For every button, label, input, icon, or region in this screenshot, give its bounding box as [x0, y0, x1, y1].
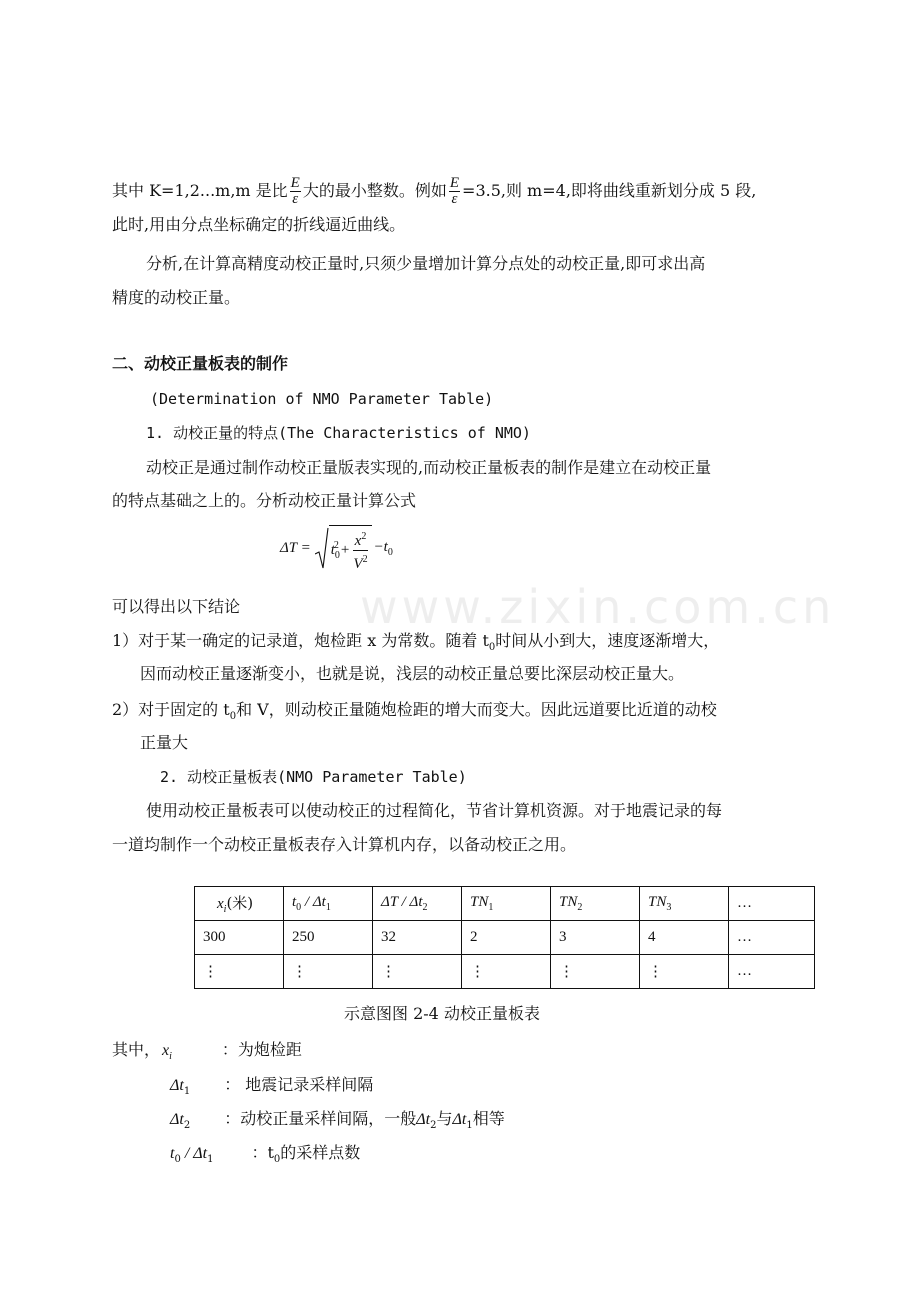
def-text: ：动校正量采样间隔，一般: [224, 1109, 417, 1128]
sym: x: [162, 1042, 170, 1059]
sub: 0: [174, 1154, 181, 1166]
text: 和 V，则动校正量随炮检距的增大而变大。因此远道要比近道的动校: [236, 700, 717, 719]
v-symbol: V: [353, 556, 363, 572]
text: 2）对于固定的 t: [112, 700, 230, 719]
table-cell: 32: [373, 921, 462, 955]
sub2: 2: [422, 902, 428, 913]
sub: 1: [466, 1120, 473, 1132]
table-cell: 2: [462, 921, 551, 955]
table-cell: 300: [195, 921, 284, 955]
header-cell-dt-dt2: [373, 887, 462, 921]
definition-3: [170, 1108, 505, 1137]
table-cell: ⋮: [284, 955, 373, 989]
frac-den: ε: [451, 191, 458, 207]
slash: / Δt: [180, 1145, 208, 1162]
sub: 0: [296, 902, 302, 913]
nmo-parameter-table: [194, 886, 815, 989]
sym: t: [170, 1145, 175, 1162]
text: 其中 K=1,2...m,m 是比: [112, 181, 288, 200]
minus-t0-sub: 0: [387, 546, 393, 558]
section-title: 二、动校正量板表的制作: [112, 354, 289, 373]
watermark: www.zixin.com.cn: [360, 580, 836, 634]
fraction-e-epsilon: [290, 176, 301, 207]
frac-den: [353, 551, 367, 573]
table-cell: ⋮: [551, 955, 640, 989]
text: 时间从小到大，速度逐渐增大，: [495, 631, 720, 650]
t0-sup: 2: [333, 540, 339, 551]
nmo-formula: [280, 524, 393, 572]
fraction-e-epsilon-2: [449, 176, 460, 207]
sym: Δt: [416, 1111, 431, 1128]
table-cell: ⋮: [195, 955, 284, 989]
conclusion-1-line-2: 因而动校正量逐渐变小，也就是说，浅层的动校正量总要比深层动校正量大。: [140, 664, 685, 683]
sub: 3: [666, 902, 672, 913]
x2-over-v2: [353, 528, 367, 573]
suffix: / Δt: [301, 894, 326, 910]
header-cell-tn2: [551, 887, 640, 921]
item-1-title: 1. 动校正量的特点(The Characteristics of NMO): [146, 424, 531, 442]
sym: x: [217, 896, 224, 912]
sub: 2: [183, 1120, 191, 1132]
header-cell-tn3: [640, 887, 729, 921]
conclusion-1-line-1: [112, 630, 719, 659]
sym: Δt: [170, 1077, 184, 1094]
def-text: ： 地震记录采样间隔: [224, 1075, 374, 1094]
frac-num: [353, 528, 367, 551]
sub: i: [223, 904, 227, 915]
sym: TN: [648, 894, 667, 910]
t0-symbol: t: [330, 542, 335, 558]
sym: Δt: [170, 1111, 184, 1128]
table-cell: 3: [551, 921, 640, 955]
plus: +: [340, 542, 350, 558]
sub: 1: [488, 902, 494, 913]
sub: 0: [273, 1154, 281, 1166]
table-cell: ⋮: [640, 955, 729, 989]
sqrt-radical-icon: [315, 526, 329, 570]
x-symbol: x: [354, 533, 362, 549]
conclusion-intro: 可以得出以下结论: [112, 597, 241, 616]
sym: Δt: [452, 1111, 467, 1128]
paragraph-2-line-1: 分析,在计算高精度动校正量时,只须少量增加计算分点处的动校正量,即可求出高: [146, 254, 706, 273]
text: =3.5,则 m=4,即将曲线重新划分成 5 段,: [462, 181, 757, 200]
text: 大的最小整数。例如: [302, 181, 447, 200]
conclusion-2-line-1: [112, 699, 717, 728]
table-caption: 示意图图 2-4 动校正量板表: [344, 1004, 540, 1023]
minus-t0: [374, 539, 393, 558]
header-cell-tn1: [462, 887, 551, 921]
formula-lhs: ΔT =: [280, 539, 311, 556]
sub2: 1: [325, 902, 331, 913]
sub: 2: [430, 1120, 437, 1132]
table-cell: ⋮: [462, 955, 551, 989]
text: 1）对于某一确定的记录道，炮检距 x 为常数。随着 t: [112, 631, 489, 650]
paragraph-4-line-2: 一道均制作一个动校正量板表存入计算机内存，以备动校正之用。: [112, 835, 577, 854]
table-cell: 4: [640, 921, 729, 955]
radicand: [329, 525, 372, 573]
suffix: / Δt: [397, 894, 423, 910]
table-row: [195, 921, 815, 955]
sub: 2: [577, 902, 583, 913]
paragraph-1-line-2: 此时,用由分点坐标确定的折线逼近曲线。: [112, 215, 406, 234]
frac-den: ε: [292, 191, 299, 207]
table-cell: …: [729, 921, 815, 955]
header-cell-t0-dt1: [284, 887, 373, 921]
frac-num: E: [290, 175, 300, 191]
paragraph-1-line-1: [112, 176, 756, 207]
paragraph-3-line-1: 动校正是通过制作动校正量版表实现的,而动校正量板表的制作是建立在动校正量: [146, 458, 712, 477]
suffix: (米): [226, 894, 254, 912]
t0-sub: 0: [334, 550, 340, 561]
item-2-title: 2. 动校正量板表(NMO Parameter Table): [160, 768, 467, 786]
sub: i: [169, 1051, 172, 1063]
sym: TN: [559, 894, 578, 910]
sub2: 1: [207, 1154, 214, 1166]
table-header-row: [195, 887, 815, 921]
x-sup: 2: [361, 531, 367, 542]
paragraph-3-line-2: 的特点基础之上的。分析动校正量计算公式: [112, 491, 417, 510]
paragraph-2-line-2: 精度的动校正量。: [112, 288, 241, 307]
definition-4: [170, 1142, 360, 1171]
paragraph-4-line-1: 使用动校正量板表可以使动校正的过程简化，节省计算机资源。对于地震记录的每: [146, 801, 723, 820]
definition-1: [112, 1039, 302, 1068]
def-text: ：t: [251, 1143, 274, 1162]
sub: 0: [229, 711, 237, 723]
sym: ΔT: [381, 894, 398, 910]
table-cell: …: [729, 955, 815, 989]
def-text: 的采样点数: [280, 1143, 361, 1162]
where-label: 其中，: [112, 1040, 161, 1059]
conclusion-2-line-2: 正量大: [140, 733, 189, 752]
header-cell-ellipsis: …: [729, 887, 815, 921]
v-sup: 2: [362, 554, 368, 565]
sym: t: [292, 894, 297, 910]
def-text: 相等: [472, 1109, 505, 1128]
header-cell-xi: [195, 887, 284, 921]
sub: 0: [488, 642, 496, 654]
def-text: 与: [436, 1109, 453, 1128]
definition-2: [170, 1074, 373, 1103]
table-row: [195, 955, 815, 989]
sub: 1: [183, 1086, 191, 1098]
table-cell: ⋮: [373, 955, 462, 989]
section-subtitle: (Determination of NMO Parameter Table): [150, 390, 494, 408]
frac-num: E: [449, 175, 460, 191]
t0-term: [331, 540, 339, 561]
table-cell: 250: [284, 921, 373, 955]
sym: TN: [470, 894, 489, 910]
def-text: ：为炮检距: [221, 1040, 302, 1059]
minus-t: −t: [373, 538, 388, 555]
